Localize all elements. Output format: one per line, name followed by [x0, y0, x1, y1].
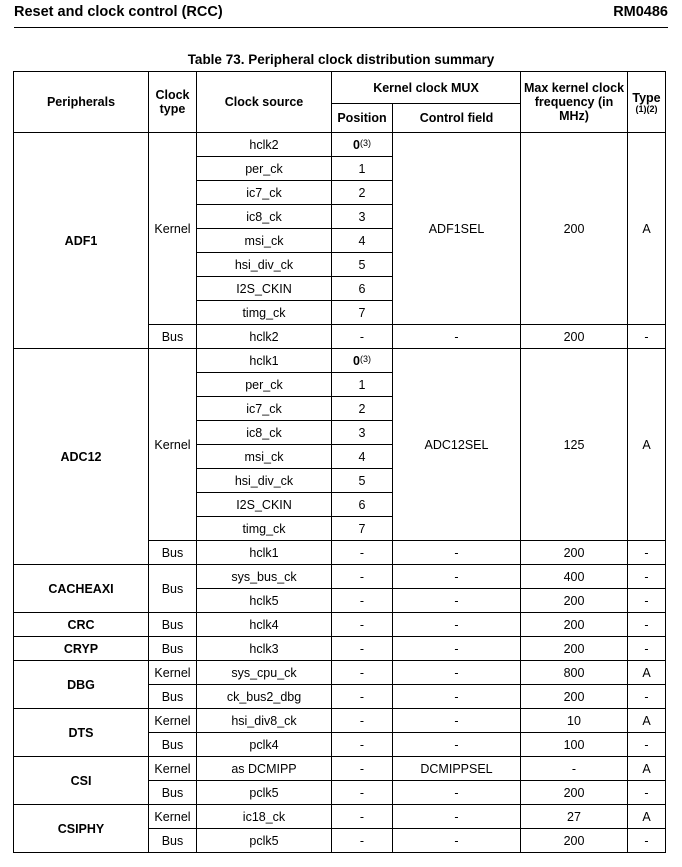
control-field-cell: -	[393, 733, 521, 757]
page-header-docid: RM0486	[613, 4, 668, 20]
control-field-cell: -	[393, 637, 521, 661]
position-cell: -	[332, 613, 393, 637]
clock-type-cell: Kernel	[149, 805, 197, 829]
peripheral-name: ADF1	[14, 133, 149, 349]
max-freq-cell: -	[521, 757, 628, 781]
max-freq-cell: 27	[521, 805, 628, 829]
peripheral-name: CRYP	[14, 637, 149, 661]
clock-source-cell: hclk3	[197, 637, 332, 661]
clock-type-cell: Bus	[149, 829, 197, 853]
control-field-cell: -	[393, 589, 521, 613]
position-cell: 1	[332, 157, 393, 181]
clock-source-cell: pclk5	[197, 829, 332, 853]
max-freq-cell: 800	[521, 661, 628, 685]
type-cell: A	[628, 709, 666, 733]
clock-source-cell: hclk4	[197, 613, 332, 637]
clock-type-cell: Bus	[149, 613, 197, 637]
max-freq-cell: 10	[521, 709, 628, 733]
clock-type-cell: Bus	[149, 565, 197, 613]
max-freq-cell: 200	[521, 829, 628, 853]
position-cell: -	[332, 565, 393, 589]
max-freq-cell: 400	[521, 565, 628, 589]
type-cell: -	[628, 829, 666, 853]
clock-type-cell: Kernel	[149, 661, 197, 685]
max-freq-cell: 200	[521, 685, 628, 709]
position-cell: -	[332, 805, 393, 829]
clock-type-cell: Kernel	[149, 133, 197, 325]
max-freq-cell: 200	[521, 613, 628, 637]
peripheral-name: DBG	[14, 661, 149, 709]
clock-type-cell: Bus	[149, 325, 197, 349]
control-field-cell: -	[393, 805, 521, 829]
position-cell: 2	[332, 397, 393, 421]
type-cell: A	[628, 757, 666, 781]
clock-source-cell: sys_cpu_ck	[197, 661, 332, 685]
position-cell: -	[332, 541, 393, 565]
type-cell: -	[628, 589, 666, 613]
footnote-ref: (3)	[359, 353, 371, 364]
type-cell: A	[628, 661, 666, 685]
type-cell: -	[628, 637, 666, 661]
clock-source-cell: sys_bus_ck	[197, 565, 332, 589]
type-cell: A	[628, 805, 666, 829]
position-value: 0	[353, 353, 360, 368]
max-freq-cell: 200	[521, 781, 628, 805]
col-header-position: Position	[332, 104, 393, 133]
control-field-cell: -	[393, 709, 521, 733]
position-cell: 4	[332, 445, 393, 469]
position-cell: 3	[332, 205, 393, 229]
clock-source-cell: hclk1	[197, 541, 332, 565]
type-cell: -	[628, 733, 666, 757]
position-cell	[332, 133, 393, 157]
col-header-clock-source: Clock source	[197, 72, 332, 133]
clock-source-cell: I2S_CKIN	[197, 277, 332, 301]
type-cell: -	[628, 325, 666, 349]
type-cell: -	[628, 565, 666, 589]
control-field-cell: -	[393, 781, 521, 805]
col-header-kernel-mux: Kernel clock MUX	[332, 72, 521, 104]
clock-source-cell: I2S_CKIN	[197, 493, 332, 517]
clock-source-cell: msi_ck	[197, 445, 332, 469]
control-field-cell: -	[393, 613, 521, 637]
clock-source-cell: per_ck	[197, 157, 332, 181]
position-cell	[332, 349, 393, 373]
max-freq-cell: 200	[521, 325, 628, 349]
clock-source-cell: ic8_ck	[197, 421, 332, 445]
peripheral-name: DTS	[14, 709, 149, 757]
max-freq-cell: 200	[521, 637, 628, 661]
clock-source-cell: per_ck	[197, 373, 332, 397]
peripheral-name: CRC	[14, 613, 149, 637]
clock-source-cell: hclk2	[197, 325, 332, 349]
position-cell: 6	[332, 493, 393, 517]
clock-type-cell: Bus	[149, 733, 197, 757]
max-freq-cell: 200	[521, 541, 628, 565]
footnote-ref: (3)	[359, 137, 371, 148]
position-cell: -	[332, 637, 393, 661]
clock-source-cell: pclk4	[197, 733, 332, 757]
table-row	[14, 637, 666, 661]
position-cell: 3	[332, 421, 393, 445]
control-field-cell: -	[393, 541, 521, 565]
clock-source-cell: ic18_ck	[197, 805, 332, 829]
table-row	[14, 661, 666, 685]
position-cell: -	[332, 733, 393, 757]
control-field-cell: -	[393, 325, 521, 349]
max-freq-cell: 200	[521, 589, 628, 613]
clock-type-cell: Kernel	[149, 757, 197, 781]
position-cell: 4	[332, 229, 393, 253]
type-cell: -	[628, 781, 666, 805]
table-caption: Table 73. Peripheral clock distribution summary	[187, 52, 495, 67]
control-field-cell: -	[393, 829, 521, 853]
control-field-cell: -	[393, 685, 521, 709]
table-row	[14, 709, 666, 733]
table-row	[14, 133, 666, 157]
position-cell: 6	[332, 277, 393, 301]
col-header-max-freq: Max kernel clock frequency (in MHz)	[521, 72, 628, 133]
type-label: Type	[632, 90, 661, 105]
table-row	[14, 805, 666, 829]
max-freq-cell: 100	[521, 733, 628, 757]
control-field-cell: ADF1SEL	[393, 133, 521, 325]
position-cell: -	[332, 685, 393, 709]
clock-type-cell: Bus	[149, 781, 197, 805]
clock-source-cell: timg_ck	[197, 301, 332, 325]
position-cell: -	[332, 829, 393, 853]
position-cell: 7	[332, 301, 393, 325]
clock-type-cell: Bus	[149, 541, 197, 565]
header-rule	[14, 27, 668, 28]
clock-source-cell: as DCMIPP	[197, 757, 332, 781]
position-cell: -	[332, 661, 393, 685]
position-cell: 7	[332, 517, 393, 541]
clock-source-cell: hclk2	[197, 133, 332, 157]
max-freq-cell: 125	[521, 349, 628, 541]
peripheral-name: CSIPHY	[14, 805, 149, 853]
position-cell: -	[332, 781, 393, 805]
type-cell: -	[628, 685, 666, 709]
clock-source-cell: hsi_div_ck	[197, 253, 332, 277]
clock-type-cell: Bus	[149, 685, 197, 709]
clock-source-cell: hsi_div8_ck	[197, 709, 332, 733]
clock-source-cell: timg_ck	[197, 517, 332, 541]
position-cell: -	[332, 589, 393, 613]
clock-source-cell: msi_ck	[197, 229, 332, 253]
position-cell: -	[332, 325, 393, 349]
position-cell: 5	[332, 253, 393, 277]
clock-type-cell: Kernel	[149, 349, 197, 541]
clock-source-cell: ic7_ck	[197, 397, 332, 421]
clock-source-cell: ck_bus2_dbg	[197, 685, 332, 709]
col-header-control-field: Control field	[393, 104, 521, 133]
col-header-type	[628, 72, 666, 133]
type-cell: A	[628, 133, 666, 325]
clock-source-cell: ic7_ck	[197, 181, 332, 205]
type-cell: -	[628, 541, 666, 565]
table-row	[14, 757, 666, 781]
type-cell: A	[628, 349, 666, 541]
control-field-cell: -	[393, 661, 521, 685]
control-field-cell: DCMIPPSEL	[393, 757, 521, 781]
clock-type-cell: Kernel	[149, 709, 197, 733]
position-value: 0	[353, 137, 360, 152]
page-header-section: Reset and clock control (RCC)	[14, 4, 223, 20]
clock-distribution-table	[13, 71, 666, 853]
clock-source-cell: hclk1	[197, 349, 332, 373]
clock-source-cell: hsi_div_ck	[197, 469, 332, 493]
table-row	[14, 349, 666, 373]
table-row	[14, 565, 666, 589]
clock-source-cell: ic8_ck	[197, 205, 332, 229]
col-header-clock-type: Clock type	[149, 72, 197, 133]
control-field-cell: -	[393, 565, 521, 589]
col-header-peripherals: Peripherals	[14, 72, 149, 133]
table-row	[14, 613, 666, 637]
position-cell: -	[332, 709, 393, 733]
clock-type-cell: Bus	[149, 637, 197, 661]
type-cell: -	[628, 613, 666, 637]
peripheral-name: CACHEAXI	[14, 565, 149, 613]
clock-source-cell: hclk5	[197, 589, 332, 613]
position-cell: 2	[332, 181, 393, 205]
peripheral-name: CSI	[14, 757, 149, 805]
peripheral-name: ADC12	[14, 349, 149, 565]
type-footnotes: (1)(2)	[635, 103, 658, 114]
control-field-cell: ADC12SEL	[393, 349, 521, 541]
position-cell: 5	[332, 469, 393, 493]
max-freq-cell: 200	[521, 133, 628, 325]
position-cell: 1	[332, 373, 393, 397]
clock-source-cell: pclk5	[197, 781, 332, 805]
position-cell: -	[332, 757, 393, 781]
